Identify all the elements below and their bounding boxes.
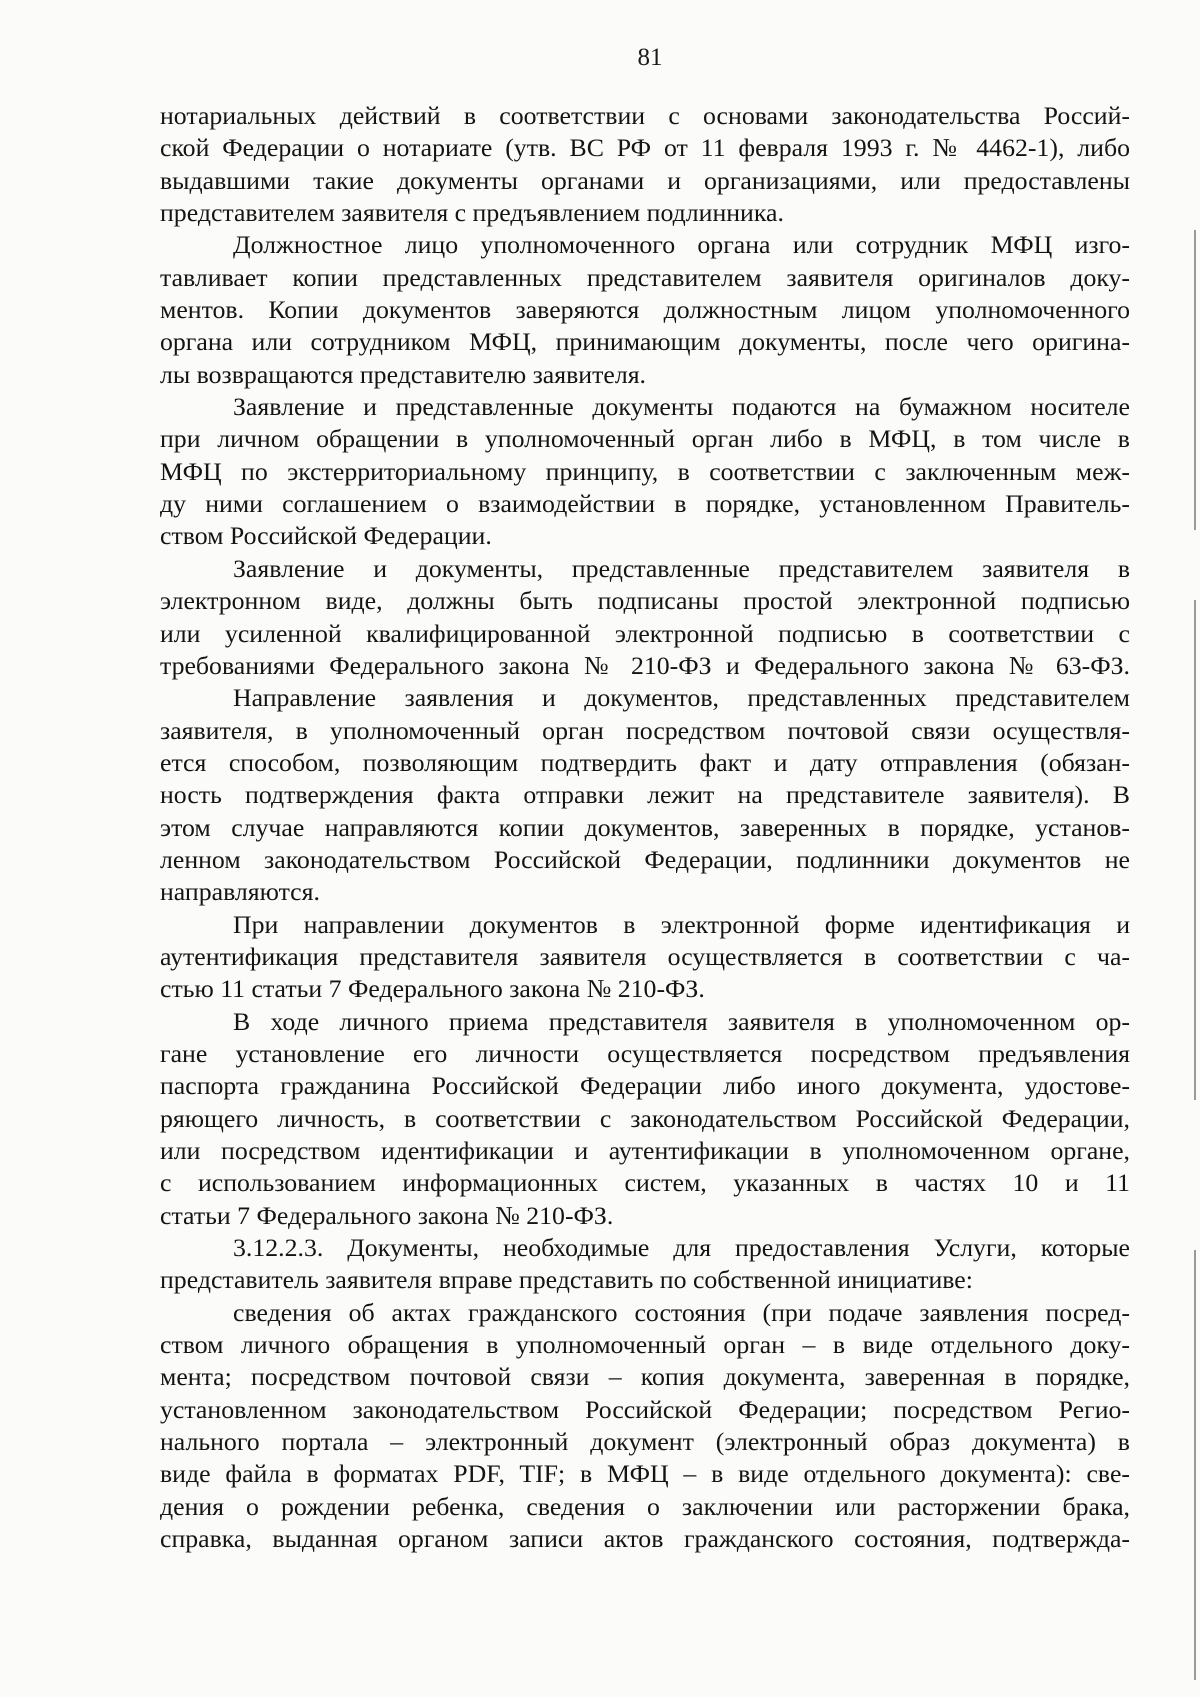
text-line: МФЦ по экстерриториальному принципу, в соответствии с заключенным меж- xyxy=(160,456,1130,486)
text-line: выдавшими такие документы органами и организациями, или предоставлены xyxy=(160,165,1130,195)
text-line: электронном виде, должны быть подписаны простой электронной подписью xyxy=(160,586,1130,616)
text-line: направляются. xyxy=(160,877,320,907)
text-line: ется способом, позволяющим подтвердить факт и дату отправления (обязан- xyxy=(160,747,1130,777)
text-line: ленном законодательством Российской Федерации, подлинники документов не xyxy=(160,844,1130,874)
scan-edge-artifact xyxy=(1194,1250,1196,1680)
text-line: или усиленной квалифицированной электронной подписью в соответствии с xyxy=(160,618,1130,648)
text-line: ряющего личность, в соответствии с законодательством Российской Федерации, xyxy=(160,1103,1130,1133)
text-line: тавливает копии представленных представителем заявителя оригиналов доку- xyxy=(160,262,1130,292)
text-line: паспорта гражданина Российской Федерации либо иного документа, удостове- xyxy=(160,1071,1130,1101)
text-line: ством личного обращения в уполномоченный орган – в виде отдельного доку- xyxy=(160,1330,1130,1360)
text-line: дения о рождении ребенка, сведения о заключении или расторжении брака, xyxy=(160,1491,1130,1521)
text-line: требованиями Федерального закона № 210-ФЗ и Федерального закона № 63-ФЗ. xyxy=(160,650,1130,680)
text-line: ством Российской Федерации. xyxy=(160,521,492,551)
text-line: аутентификация представителя заявителя осуществляется в соответствии с ча- xyxy=(160,941,1130,971)
text-line: представителем заявителя с предъявлением подлинника. xyxy=(160,198,784,228)
text-line: ской Федерации о нотариате (утв. ВС РФ от 11 февраля 1993 г. № 4462-1), либо xyxy=(160,133,1130,163)
text-line: Заявление и представленные документы подаются на бумажном носителе xyxy=(233,392,1130,422)
text-line: ду ними соглашением о взаимодействии в порядке, установленном Правитель- xyxy=(160,489,1130,519)
page-number: 81 xyxy=(637,44,663,71)
text-line: Направление заявления и документов, представленных представителем xyxy=(233,683,1130,713)
text-line: или посредством идентификации и аутентификации в уполномоченном органе, xyxy=(160,1136,1130,1165)
text-line: сведения об актах гражданского состояния (при подаче заявления посред- xyxy=(233,1297,1130,1327)
body-text xyxy=(160,100,1130,1555)
text-line: гане установление его личности осуществляется посредством предъявления xyxy=(160,1038,1130,1068)
scan-edge-artifact xyxy=(1194,600,1196,1100)
text-line: представитель заявителя вправе представить по собственной инициативе: xyxy=(160,1265,973,1295)
text-line: стью 11 статьи 7 Федерального закона № 210-ФЗ. xyxy=(160,974,705,1004)
text-line: справка, выданная органом записи актов гражданского состояния, подтвержда- xyxy=(160,1524,1130,1554)
text-line: лы возвращаются представителю заявителя. xyxy=(160,359,647,389)
text-line: При направлении документов в электронной форме идентификация и xyxy=(233,909,1130,939)
text-line: органа или сотрудником МФЦ, принимающим документы, после чего оригина- xyxy=(160,327,1130,357)
text-line: этом случае направляются копии документов, заверенных в порядке, установ- xyxy=(160,812,1130,842)
text-line: нального портала – электронный документ (электронный образ документа) в xyxy=(160,1427,1130,1457)
text-line: при личном обращении в уполномоченный орган либо в МФЦ, в том числе в xyxy=(160,424,1130,454)
text-line: установленном законодательством Российской Федерации; посредством Регио- xyxy=(160,1394,1130,1424)
text-line: 3.12.2.3. Документы, необходимые для предоставления Услуги, которые xyxy=(233,1233,1130,1263)
text-line: мента; посредством почтовой связи – копия документа, заверенная в порядке, xyxy=(160,1362,1130,1392)
text-line: статьи 7 Федерального закона № 210-ФЗ. xyxy=(160,1200,614,1230)
text-line: виде файла в форматах PDF, TIF; в МФЦ – в виде отдельного документа): све- xyxy=(160,1459,1130,1489)
scan-edge-artifact xyxy=(1194,230,1196,530)
text-line: заявителя, в уполномоченный орган посредством почтовой связи осуществля- xyxy=(160,715,1130,745)
text-line: Заявление и документы, представленные представителем заявителя в xyxy=(233,553,1130,583)
text-line: В ходе личного приема представителя заявителя в уполномоченном ор- xyxy=(233,1006,1130,1036)
text-line: с использованием информационных систем, указанных в частях 10 и 11 xyxy=(160,1168,1130,1198)
text-line: нотариальных действий в соответствии с основами законодательства Россий- xyxy=(160,101,1130,130)
text-line: Должностное лицо уполномоченного органа или сотрудник МФЦ изго- xyxy=(233,230,1130,260)
text-line: ность подтверждения факта отправки лежит на представителе заявителя). В xyxy=(160,780,1130,810)
text-line: ментов. Копии документов заверяются должностным лицом уполномоченного xyxy=(160,295,1130,325)
